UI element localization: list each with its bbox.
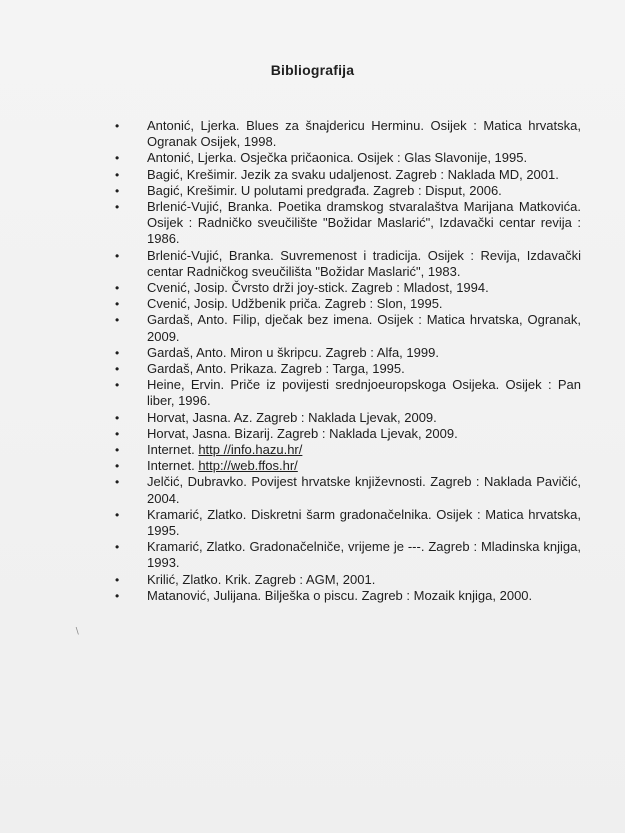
- entry-text: Cvenić, Josip. Čvrsto drži joy-stick. Zagreb : Mladost, 1994.: [147, 280, 489, 296]
- bullet-icon: •: [115, 459, 120, 474]
- bibliography-entry: [111, 280, 581, 296]
- bibliography-entry: [111, 458, 581, 474]
- page-title: Bibliografija: [270, 62, 355, 78]
- entry-text: Gardaš, Anto. Prikaza. Zagreb : Targa, 1995.: [147, 361, 405, 377]
- entry-prefix: Internet.: [147, 458, 199, 474]
- entry-text: Antonić, Ljerka. Blues za šnajdericu Herminu. Osijek : Matica hrvatska, Ogranak Osijek, 1998.: [147, 118, 581, 150]
- bullet-icon: •: [115, 540, 120, 555]
- bibliography-entry: [111, 474, 581, 506]
- bullet-icon: •: [115, 378, 120, 393]
- entry-text: Antonić, Ljerka. Osječka pričaonica. Osijek : Glas Slavonije, 1995.: [147, 150, 528, 166]
- entry-text: Cvenić, Josip. Udžbenik priča. Zagreb : Slon, 1995.: [147, 296, 443, 312]
- bibliography-entry: [111, 588, 581, 604]
- bibliography-entry: [111, 150, 581, 166]
- bibliography-entry: [111, 539, 581, 571]
- bibliography-entry: [111, 248, 581, 280]
- bibliography-entry: [111, 345, 581, 361]
- bibliography-entry: [111, 572, 581, 588]
- entry-text: Horvat, Jasna. Bizarij. Zagreb : Naklada Ljevak, 2009.: [147, 425, 458, 441]
- entry-text: Heine, Ervin. Priče iz povijesti srednjoeuropskoga Osijeka. Osijek : Pan liber, 1996.: [147, 377, 581, 409]
- bullet-icon: •: [115, 248, 120, 263]
- entry-link[interactable]: http://web.ffos.hr/: [198, 458, 298, 474]
- bibliography-entry: [111, 118, 581, 150]
- entry-link[interactable]: http //info.hazu.hr/: [198, 442, 303, 458]
- entry-text: Gardaš, Anto. Filip, dječak bez imena. Osijek : Matica hrvatska, Ogranak, 2009.: [147, 312, 581, 344]
- entry-text: Horvat, Jasna. Az. Zagreb : Naklada Ljevak, 2009.: [147, 409, 437, 425]
- scan-speck: ∖: [74, 626, 80, 636]
- bullet-icon: •: [115, 572, 120, 587]
- entry-text: Kramarić, Zlatko. Gradonačelniče, vrijeme je ---. Zagreb : Mladinska knjiga, 1993.: [147, 539, 581, 571]
- bibliography-entry: [111, 199, 581, 248]
- bullet-icon: •: [115, 362, 120, 377]
- bibliography-entry: [111, 426, 581, 442]
- entry-text: Gardaš, Anto. Miron u škripcu. Zagreb : Alfa, 1999.: [147, 344, 439, 360]
- entry-text: Brlenić-Vujić, Branka. Suvremenost i tradicija. Osijek : Revija, Izdavački centar Radničkog sveučilišta "Božidar Maslarić", 1983.: [147, 247, 581, 279]
- bullet-icon: •: [115, 297, 120, 312]
- bullet-icon: •: [115, 151, 120, 166]
- bullet-icon: •: [115, 443, 120, 458]
- entry-text: Kramarić, Zlatko. Diskretni šarm gradonačelnika. Osijek : Matica hrvatska, 1995.: [147, 506, 581, 539]
- bullet-icon: •: [115, 426, 120, 441]
- bibliography-entry: [111, 410, 581, 426]
- bullet-icon: •: [115, 183, 120, 198]
- bullet-icon: •: [115, 119, 120, 133]
- bibliography-entry: [111, 183, 581, 199]
- entry-text: Krilić, Zlatko. Krik. Zagreb : AGM, 2001.: [147, 571, 376, 587]
- bibliography-entry: [111, 377, 581, 409]
- bullet-icon: •: [115, 410, 120, 425]
- bibliography-entry: [111, 442, 581, 458]
- entry-text: Matanović, Julijana. Bilješka o piscu. Zagreb : Mozaik knjiga, 2000.: [147, 587, 533, 603]
- bullet-icon: •: [115, 588, 120, 603]
- entry-text: Bagić, Krešimir. U polutami predgrađa. Zagreb : Disput, 2006.: [147, 182, 502, 198]
- bullet-icon: •: [115, 281, 120, 296]
- bullet-icon: •: [115, 200, 120, 215]
- entry-prefix: Internet.: [147, 442, 199, 458]
- bibliography-entry: [111, 312, 581, 344]
- bullet-icon: •: [115, 345, 120, 360]
- entry-text: Jelčić, Dubravko. Povijest hrvatske književnosti. Zagreb : Naklada Pavičić, 2004.: [147, 474, 581, 506]
- bibliography-entry: [111, 296, 581, 312]
- bullet-icon: •: [115, 167, 120, 182]
- bibliography-entry: [111, 507, 581, 539]
- bullet-icon: •: [115, 313, 120, 328]
- bullet-icon: •: [115, 507, 120, 522]
- entry-text: Brlenić-Vujić, Branka. Poetika dramskog stvaralaštva Marijana Matkovića. Osijek : Radničko sveučilište "Božidar Maslarić", Izdavački centar revija : 1986.: [147, 199, 581, 247]
- bibliography-entry: [111, 361, 581, 377]
- bibliography-list: [111, 118, 581, 604]
- bibliography-entry: [111, 167, 581, 183]
- entry-text: Bagić, Krešimir. Jezik za svaku udaljenost. Zagreb : Naklada MD, 2001.: [147, 166, 559, 182]
- bullet-icon: •: [115, 475, 120, 490]
